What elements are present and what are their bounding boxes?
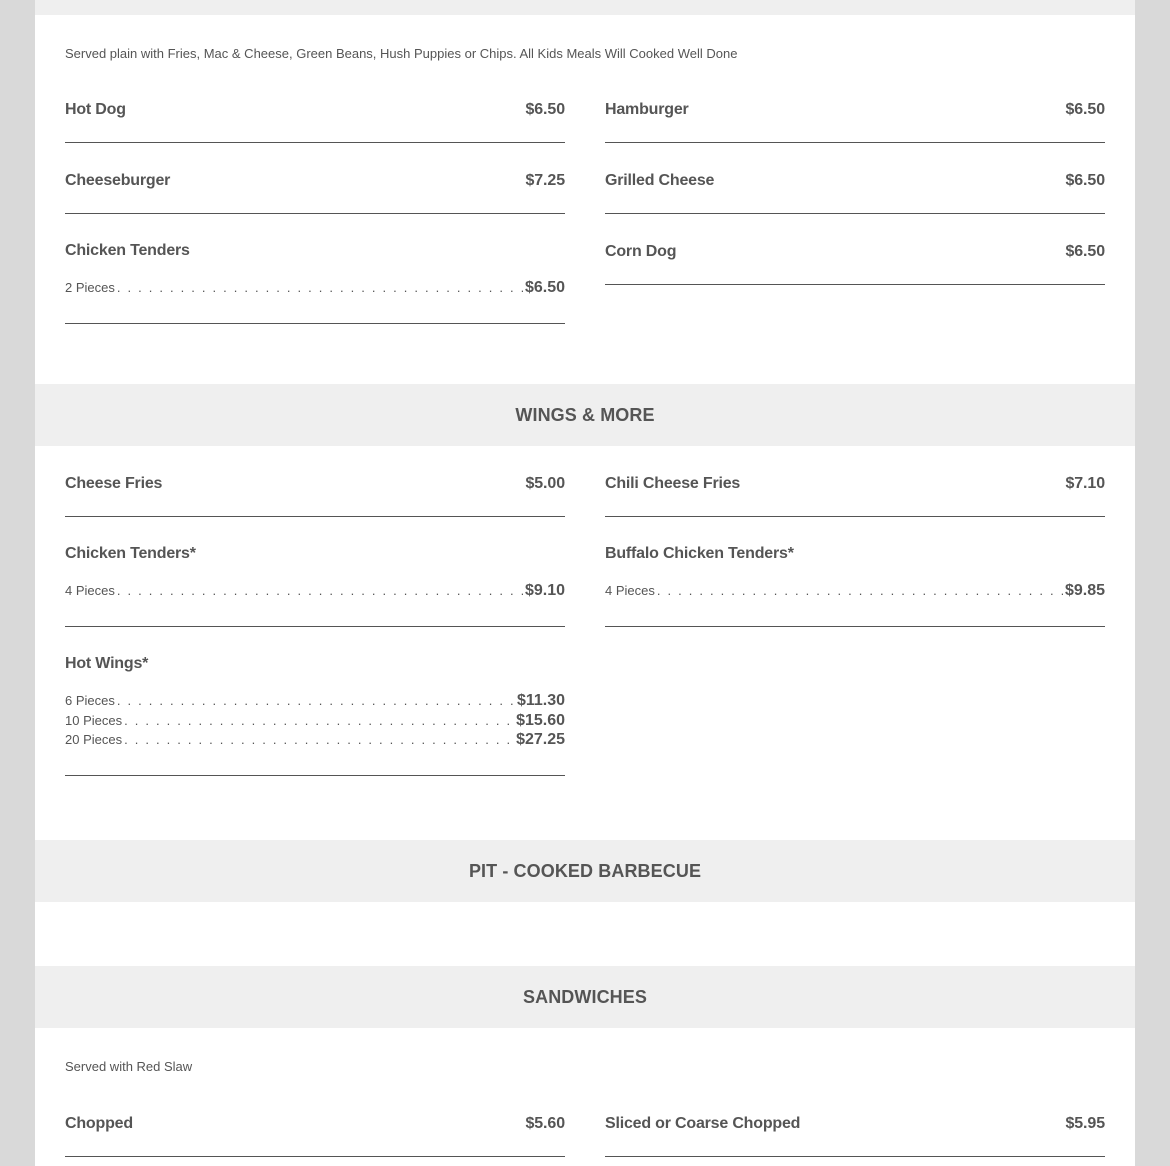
menu-item [605, 101, 1105, 143]
option-price: $9.85 [1064, 582, 1105, 599]
option-label: 6 Pieces [65, 693, 115, 708]
menu-item [65, 475, 565, 517]
option-label: 10 Pieces [65, 712, 123, 728]
menu-item [605, 545, 1105, 627]
section-title: PIT - COOKED BARBECUE [468, 860, 702, 881]
item-name: Hot Dog [65, 101, 126, 118]
item-name: Buffalo Chicken Tenders* [605, 545, 794, 562]
kids-meals-description: Served plain with Fries, Mac & Cheese, Green Beans, Hush Puppies or Chips. All Kids Meals Will Cooked Well Done [65, 46, 738, 61]
menu-item [65, 101, 565, 143]
barbecue-panel [35, 902, 1135, 966]
section-title: SANDWICHES [522, 986, 647, 1007]
kids-meals-header-band [35, 0, 1135, 15]
item-name: Sliced or Coarse Chopped [605, 1115, 801, 1132]
option-price: $9.10 [524, 582, 565, 599]
dot-leader [124, 713, 514, 728]
menu-item [605, 1115, 1105, 1157]
dot-leader [117, 280, 523, 295]
dot-leader [657, 583, 1063, 598]
item-option [65, 279, 565, 299]
dot-leader [117, 583, 523, 598]
menu-item [65, 1115, 565, 1157]
item-price: $6.50 [1065, 101, 1105, 118]
menu-page [15, 0, 1155, 1166]
item-price: $6.50 [1065, 243, 1105, 260]
item-price: $6.50 [525, 101, 565, 118]
menu-item [65, 545, 565, 627]
item-option [605, 582, 1105, 602]
dot-leader [124, 732, 514, 747]
item-option [65, 582, 565, 602]
item-option [65, 692, 565, 712]
section-title: WINGS & MORE [515, 404, 655, 425]
item-name: Hamburger [605, 101, 689, 118]
menu-item [65, 242, 565, 324]
option-label: 4 Pieces [605, 583, 655, 598]
item-price: $5.60 [525, 1115, 565, 1132]
option-price: $27.25 [516, 731, 565, 748]
option-label: 2 Pieces [65, 280, 115, 295]
sandwiches-header [35, 966, 1135, 1028]
dot-leader [117, 693, 515, 708]
item-name: Hot Wings* [65, 655, 149, 672]
item-name: Grilled Cheese [605, 172, 715, 189]
option-label: 4 Pieces [65, 583, 115, 598]
item-name: Cheese Fries [65, 475, 163, 492]
wings-more-header [35, 384, 1135, 446]
item-name: Cheeseburger [65, 172, 171, 189]
menu-item [605, 475, 1105, 517]
item-price: $6.50 [1065, 172, 1105, 189]
item-name: Chopped [65, 1115, 133, 1132]
menu-item [605, 172, 1105, 214]
item-price: $5.00 [525, 475, 565, 492]
item-price: $5.95 [1065, 1115, 1105, 1132]
item-name: Corn Dog [605, 243, 677, 260]
item-price: $7.25 [525, 172, 565, 189]
menu-item [65, 655, 565, 776]
option-label: 20 Pieces [65, 732, 123, 747]
menu-item [605, 243, 1105, 285]
item-name: Chicken Tenders [65, 242, 190, 259]
barbecue-header [35, 840, 1135, 902]
item-option [65, 731, 565, 751]
sandwiches-description: Served with Red Slaw [65, 1059, 193, 1074]
menu-item [65, 172, 565, 214]
item-price: $7.10 [1065, 475, 1105, 492]
item-name: Chili Cheese Fries [605, 475, 741, 492]
item-name: Chicken Tenders* [65, 545, 196, 562]
option-price: $6.50 [524, 279, 565, 296]
item-option [65, 712, 565, 732]
option-price: $15.60 [516, 711, 565, 729]
option-price: $11.30 [516, 692, 565, 709]
